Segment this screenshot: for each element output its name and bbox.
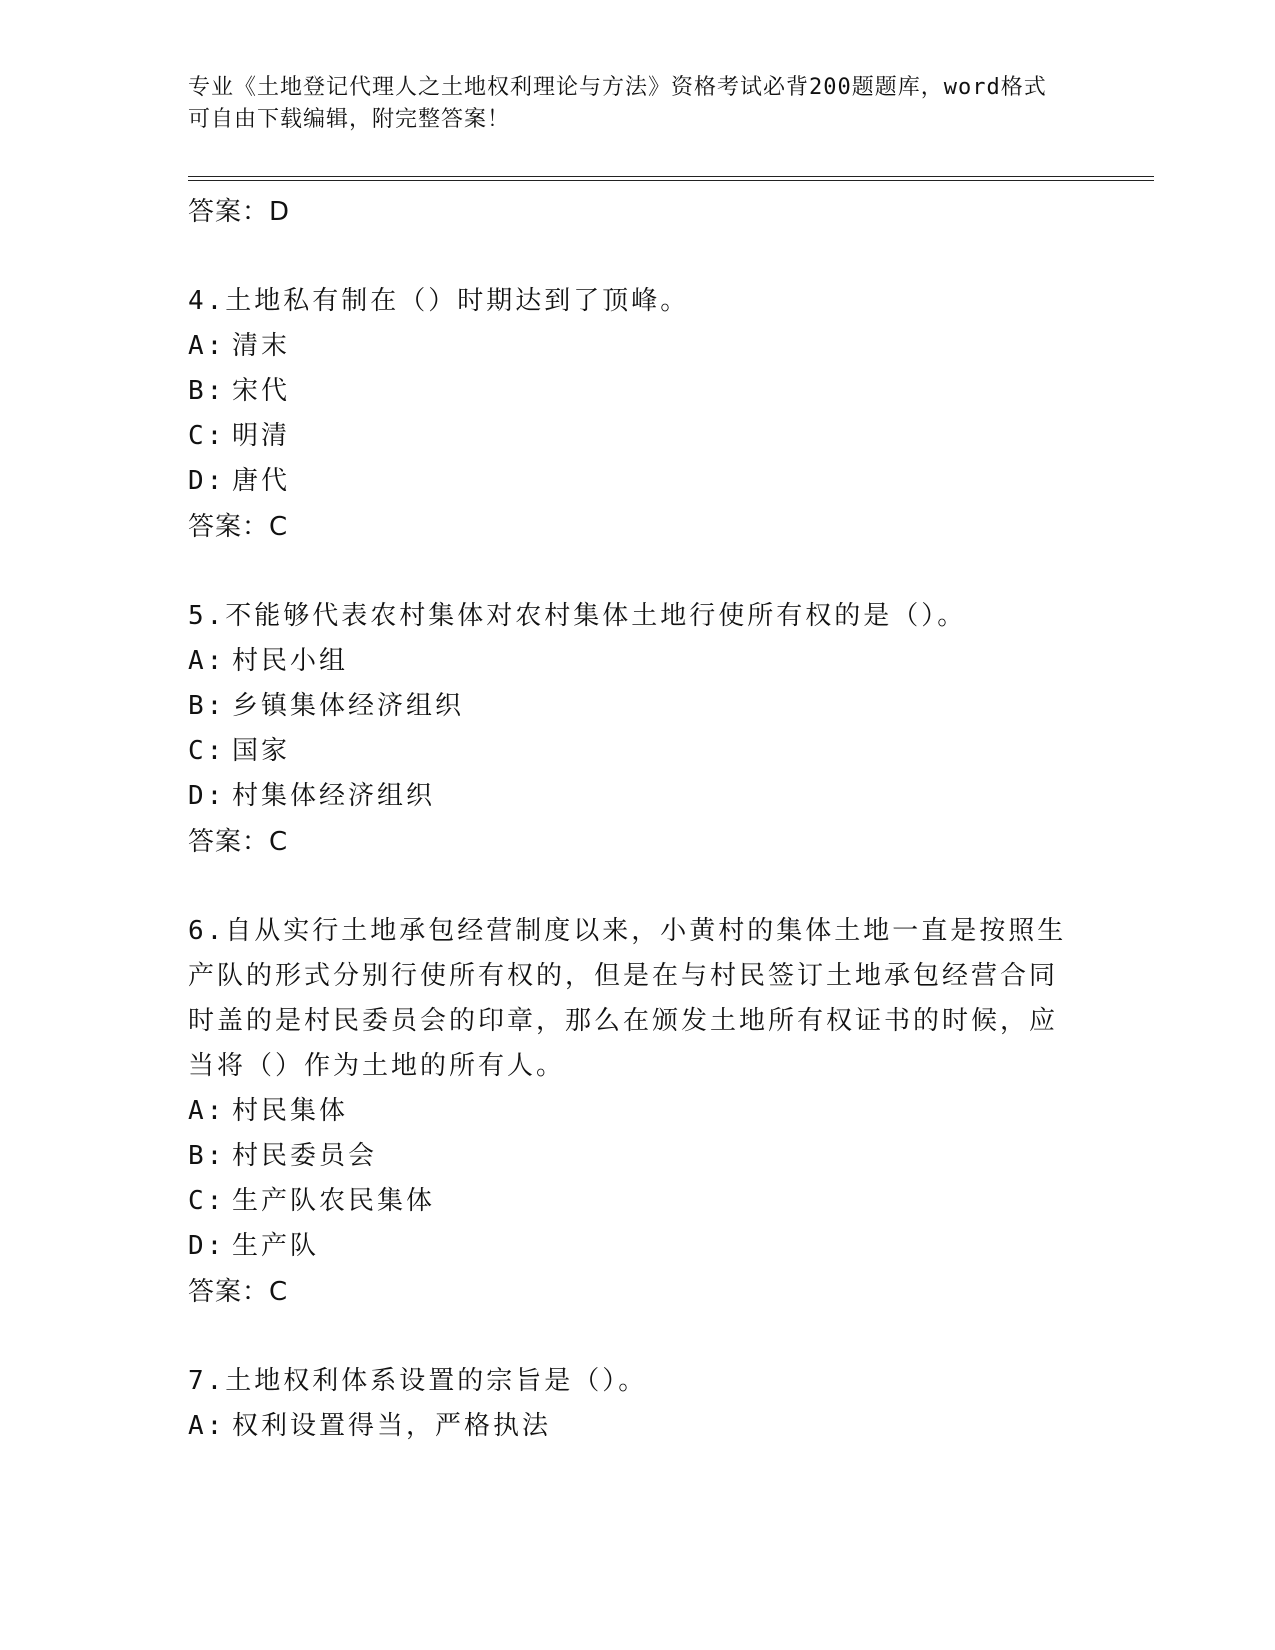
question-text: 5.不能够代表农村集体对农村集体土地行使所有权的是（）。: [188, 601, 967, 631]
option-text: 宋代: [232, 376, 291, 406]
question-block: [188, 909, 1154, 1315]
option-key: C:: [188, 736, 226, 766]
option-a: [188, 324, 1154, 369]
document-page: [188, 72, 1154, 1449]
option-key: D:: [188, 466, 226, 496]
option-key: D:: [188, 781, 226, 811]
option-b: [188, 1134, 1154, 1179]
option-a: [188, 639, 1154, 684]
option-key: B:: [188, 1141, 226, 1171]
option-key: D:: [188, 1231, 226, 1261]
option-key: A:: [188, 331, 226, 361]
option-text: 国家: [232, 736, 291, 766]
option-text: 村民小组: [232, 646, 349, 676]
question-text: 6.自从实行土地承包经营制度以来，小黄村的集体土地一直是按照生产队的形式分别行使所有权的，但是在与村民签订土地承包经营合同时盖的是村民委员会的印章，那么在颁发土地所有权证书的时候，应当将（）作为土地的所有人。: [188, 916, 1067, 1081]
question-text: 4.土地私有制在（）时期达到了顶峰。: [188, 286, 690, 316]
option-text: 村集体经济组织: [232, 781, 436, 811]
question-block: [188, 279, 1154, 550]
option-key: A:: [188, 646, 226, 676]
option-text: 权利设置得当，严格执法: [232, 1411, 552, 1441]
option-text: 唐代: [232, 466, 291, 496]
option-d: [188, 1224, 1154, 1269]
question-text: 7.土地权利体系设置的宗旨是（）。: [188, 1366, 648, 1396]
option-key: A:: [188, 1411, 226, 1441]
option-text: 明清: [232, 421, 291, 451]
option-key: A:: [188, 1096, 226, 1126]
option-b: [188, 684, 1154, 729]
option-text: 村民委员会: [232, 1141, 378, 1171]
option-text: 生产队: [232, 1231, 320, 1261]
option-a: [188, 1089, 1154, 1134]
option-d: [188, 459, 1154, 504]
answer-line: 答案：C: [188, 827, 289, 857]
option-text: 村民集体: [232, 1096, 349, 1126]
answer-line: 答案：D: [188, 197, 291, 227]
option-text: 乡镇集体经济组织: [232, 691, 465, 721]
option-c: [188, 414, 1154, 459]
option-text: 清末: [232, 331, 291, 361]
answer-line: 答案：C: [188, 1277, 289, 1307]
answer-line: 答案：C: [188, 512, 289, 542]
document-header: 专业《土地登记代理人之土地权利理论与方法》资格考试必背200题题库，word格式可自由下载编辑，附完整答案！: [188, 75, 1047, 132]
option-key: C:: [188, 1186, 226, 1216]
option-d: [188, 774, 1154, 819]
option-c: [188, 1179, 1154, 1224]
header-double-rule: [188, 176, 1154, 181]
option-b: [188, 369, 1154, 414]
option-c: [188, 729, 1154, 774]
option-a: [188, 1404, 1154, 1449]
question-block: [188, 594, 1154, 865]
option-key: B:: [188, 691, 226, 721]
option-key: C:: [188, 421, 226, 451]
question-block: [188, 1359, 1154, 1449]
option-key: B:: [188, 376, 226, 406]
option-text: 生产队农民集体: [232, 1186, 436, 1216]
